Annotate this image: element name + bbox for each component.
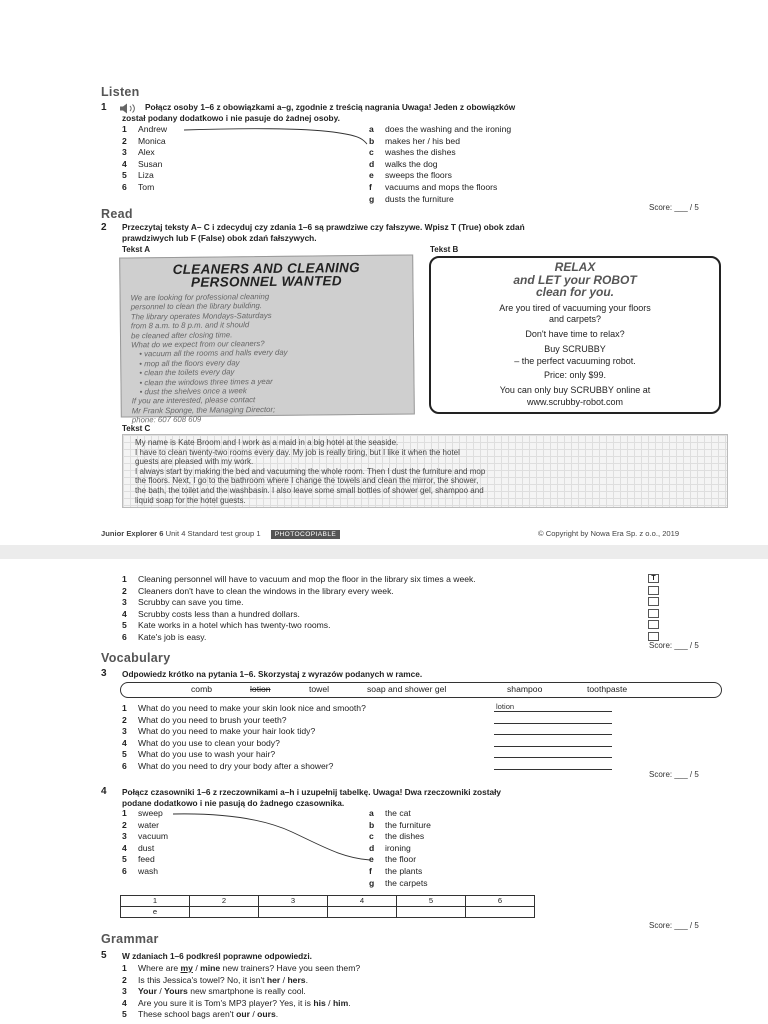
advert-line: Buy SCRUBBY — [544, 343, 606, 354]
table-header-cell: 6 — [466, 896, 535, 907]
bullet-text: dust the shelves once a week — [144, 386, 247, 397]
table-header-cell: 3 — [259, 896, 328, 907]
duty-text: makes her / his bed — [385, 135, 460, 146]
item-letter: e — [369, 170, 374, 181]
vocab-answer-lines — [494, 702, 612, 770]
exercise-number: 1 — [101, 102, 107, 113]
sentence-text: . — [305, 974, 308, 985]
item-letter: e — [369, 854, 374, 865]
list-item — [122, 866, 168, 878]
exercise-3-instruction: Odpowiedz krótko na pytania 1–6. Skorzystaj z wyrazów podanych w ramce. — [122, 669, 423, 679]
section-title-grammar: Grammar — [101, 932, 159, 946]
advert-line: – the perfect vacuuming robot. — [514, 355, 636, 366]
option-separator: / — [325, 997, 333, 1008]
list-item — [369, 147, 511, 159]
advert-bullet: • dust the shelves once a week — [139, 386, 247, 397]
item-number: 3 — [122, 831, 127, 842]
answer-option[interactable]: Your — [138, 986, 157, 997]
table-header-cell: 1 — [121, 896, 190, 907]
text-c-maid-story — [122, 434, 728, 508]
item-letter: c — [369, 147, 374, 158]
answer-option[interactable]: our — [236, 1009, 250, 1020]
instruction-line: prawdziwych lub F (False) obok zdań fałszywych. — [122, 232, 317, 243]
list-item — [369, 182, 511, 194]
word-option: comb — [191, 684, 213, 694]
list-item — [369, 194, 511, 206]
verbs-list — [122, 808, 168, 878]
item-number: 5 — [122, 170, 127, 181]
list-item — [122, 574, 476, 586]
vocab-questions-list — [122, 703, 366, 773]
duty-text: walks the dog — [385, 158, 438, 169]
tf-answer-box[interactable] — [648, 597, 659, 606]
story-line: I always start by making the bed and vacuuming the whole room. Then I dust the furniture and mop — [135, 466, 486, 476]
list-item — [369, 843, 431, 855]
nouns-list — [369, 808, 431, 889]
sentence-text: Are you sure it is Tom's MP3 player? Yes, it is — [138, 997, 314, 1008]
item-letter: f — [369, 865, 372, 876]
item-number: 4 — [122, 737, 127, 748]
duty-text: does the washing and the ironing — [385, 124, 512, 134]
list-item — [122, 831, 168, 843]
bullet-text: clean the toilets every day — [144, 367, 235, 378]
answer-option[interactable]: hers — [287, 974, 306, 985]
list-item — [369, 831, 431, 843]
item-letter: b — [369, 135, 375, 146]
sentence-text: Is this Jessica's towel? No, it isn't — [138, 974, 267, 985]
advert-bullet: • clean the windows three times a year — [139, 376, 273, 387]
tf-answer-box[interactable]: T — [648, 574, 659, 583]
exercise-1-instruction-line2: został podany dodatkowo i nie pasuje do żadnej osoby. — [122, 113, 340, 123]
option-separator: / — [192, 963, 201, 973]
duty-text: sweeps the floors — [385, 170, 452, 181]
item-number: 6 — [122, 865, 127, 876]
sentence-text: new smartphone is really cool. — [187, 986, 306, 997]
exercise-number: 5 — [101, 950, 107, 961]
tf-answer-box[interactable] — [648, 632, 659, 641]
duty-text: vacuums and mops the floors — [385, 181, 498, 192]
list-item — [122, 843, 168, 855]
item-number: 6 — [122, 760, 127, 771]
grammar-items-list — [122, 963, 360, 1021]
advert-line: Price: only $99. — [543, 370, 607, 381]
item-letter: b — [369, 819, 375, 830]
text-a-label: Tekst A — [122, 245, 151, 254]
question-text: What do you need to make your skin look nice and smooth? — [138, 703, 366, 713]
instruction-line: Przeczytaj teksty A– C i zdecyduj czy zdania 1–6 są prawdziwe czy fałszywe. Wpisz T (True) obok zdań — [122, 222, 525, 232]
answer-field[interactable] — [494, 737, 612, 747]
score-label: Score: ___ / 5 — [649, 203, 699, 212]
person-name: Susan — [138, 158, 163, 169]
advert-bullet: • mop all the floors every day — [139, 358, 240, 369]
advert-line: We are looking for professional cleaning — [130, 291, 270, 303]
answer-option[interactable]: Yours — [164, 986, 188, 997]
answer-option[interactable]: ours — [257, 1009, 276, 1020]
sentence-text: . — [348, 997, 351, 1008]
advert-bullet: • vacuum all the rooms and halls every day — [139, 348, 288, 359]
table-answer-cell[interactable] — [397, 907, 466, 918]
table-header-cell: 4 — [328, 896, 397, 907]
item-number: 4 — [122, 842, 127, 853]
verb-text: dust — [138, 842, 155, 853]
list-item — [122, 124, 167, 136]
tf-answer-box[interactable] — [648, 620, 659, 629]
word-option: toothpaste — [587, 684, 628, 694]
list-item — [122, 986, 360, 998]
answer-field[interactable] — [494, 748, 612, 758]
list-item — [122, 749, 366, 761]
tf-answer-box[interactable] — [648, 586, 659, 595]
bullet-text: clean the windows three times a year — [144, 376, 273, 387]
instruction-line: podane dodatkowo i nie pasują do żadnego czasownika. — [122, 797, 345, 808]
item-letter: a — [369, 124, 374, 134]
story-line: the floors. Next, I go to the bathroom where I change the towels and clean the mirror, the shower, — [135, 476, 479, 486]
text-a-job-advert — [119, 254, 415, 425]
item-number: 5 — [122, 1009, 127, 1020]
list-item — [122, 975, 360, 987]
item-letter: f — [369, 181, 372, 192]
list-item — [369, 124, 511, 136]
statement-text: Scrubby can save you time. — [138, 597, 244, 608]
word-option: towel — [309, 684, 330, 694]
list-item — [369, 159, 511, 171]
text-b-label: Tekst B — [430, 245, 459, 254]
tf-answer-boxes — [648, 574, 659, 641]
book-title: Junior Explorer 6 — [101, 529, 164, 538]
advert-title: and LET your ROBOT — [513, 272, 637, 287]
item-letter: g — [369, 877, 375, 888]
item-letter: d — [369, 842, 375, 853]
advert-line: You can only buy SCRUBBY online at — [499, 385, 651, 396]
item-number: 1 — [122, 963, 127, 973]
statement-text: Cleaning personnel will have to vacuum and mop the floor in the library six times a week. — [138, 574, 476, 584]
advert-line: Mr Frank Sponge, the Managing Director; — [131, 404, 276, 416]
table-answer-cell[interactable] — [259, 907, 328, 918]
list-item — [122, 854, 168, 866]
example-match-line — [172, 810, 372, 862]
table-header-row — [121, 896, 535, 907]
item-number: 2 — [122, 714, 127, 725]
story-line: My name is Kate Broom and I work as a maid in a big hotel at the seaside. — [135, 438, 399, 447]
question-text: What do you need to brush your teeth? — [138, 714, 287, 725]
story-line: the bath, the toilet and the washbasin. I also leave some small bottles of shower gel, shampoo and — [135, 485, 484, 495]
person-name: Andrew — [138, 124, 168, 134]
list-item — [122, 136, 167, 148]
verb-text: sweep — [138, 808, 163, 818]
statement-text: Kate works in a hotel which has twenty-two rooms. — [138, 620, 331, 631]
sentence-text: new trainers? Have you seen them? — [220, 963, 361, 973]
example-match-line — [183, 126, 368, 146]
section-title-listen: Listen — [101, 85, 140, 99]
bullet-text: mop all the floors every day — [144, 358, 240, 369]
list-item — [369, 808, 431, 820]
list-item — [122, 147, 167, 159]
sentence-text: Where are — [138, 963, 181, 973]
advert-line: from 8 a.m. to 8 p.m. and it should — [130, 320, 250, 331]
score-label: Score: ___ / 5 — [649, 770, 699, 779]
score-label: Score: ___ / 5 — [649, 921, 699, 930]
item-letter: c — [369, 831, 374, 842]
list-item — [122, 586, 476, 598]
item-number: 2 — [122, 135, 127, 146]
item-number: 3 — [122, 726, 127, 737]
answer-field[interactable] — [494, 725, 612, 735]
list-item — [122, 820, 168, 832]
item-number: 1 — [122, 574, 127, 584]
exercise-number: 3 — [101, 668, 107, 679]
advert-line: and carpets? — [548, 314, 602, 325]
word-option-used: lotion — [250, 684, 271, 694]
noun-text: the plants — [385, 865, 423, 876]
table-answer-row — [121, 907, 535, 918]
list-item — [122, 715, 366, 727]
advert-line: What do we expect from our cleaners? — [131, 339, 265, 350]
list-item — [369, 854, 431, 866]
sentence-text: . — [275, 1009, 279, 1020]
copyright-notice: © Copyright by Nowa Era Sp. z o.o., 2019 — [538, 529, 680, 538]
list-item — [369, 170, 511, 182]
section-title-read: Read — [101, 207, 133, 221]
advert-line: Don't have time to relax? — [525, 329, 625, 340]
statements-list — [122, 574, 476, 644]
advert-line: The library operates Mondays-Saturdays — [130, 310, 272, 322]
item-number: 5 — [122, 620, 127, 631]
bullet-text: vacuum all the rooms and halls every day — [144, 348, 288, 359]
option-separator: / — [156, 986, 165, 997]
person-name: Tom — [138, 181, 155, 192]
advert-title: PERSONNEL WANTED — [190, 273, 342, 290]
item-number: 2 — [122, 585, 127, 596]
advert-line: Are you tired of vacuuming your floors — [499, 302, 651, 313]
advert-bullet: • clean the toilets every day — [139, 367, 235, 378]
verb-text: wash — [138, 865, 159, 876]
question-text: What do you use to clean your body? — [138, 737, 280, 748]
noun-text: the cat — [385, 808, 411, 818]
word-option: shampoo — [507, 684, 543, 694]
list-item — [122, 963, 360, 975]
item-number: 1 — [122, 808, 127, 818]
list-item — [122, 597, 476, 609]
option-separator: / — [280, 974, 288, 985]
question-text: What do you need to make your hair look tidy? — [138, 726, 316, 737]
option-separator: / — [249, 1009, 258, 1020]
list-item — [122, 738, 366, 750]
list-item — [122, 808, 168, 820]
list-item — [122, 620, 476, 632]
item-number: 6 — [122, 631, 127, 642]
exercise-number: 2 — [101, 222, 107, 233]
text-b-robot-advert — [429, 256, 721, 414]
word-option: soap and shower gel — [367, 684, 447, 694]
duty-text: washes the dishes — [385, 147, 456, 158]
item-number: 5 — [122, 749, 127, 760]
table-header-cell: 2 — [190, 896, 259, 907]
advert-line: be cleaned after closing time. — [130, 329, 233, 341]
item-number: 3 — [122, 597, 127, 608]
advert-line: personnel to clean the library building. — [130, 301, 263, 312]
exercise-4-instruction — [122, 787, 722, 808]
page-footer — [101, 529, 340, 539]
list-item — [122, 609, 476, 621]
exercise-5-instruction: W zdaniach 1–6 podkreśl poprawne odpowiedzi. — [122, 951, 312, 961]
table-answer-cell[interactable] — [328, 907, 397, 918]
person-name: Liza — [138, 170, 154, 181]
advert-line: If you are interested, please contact — [131, 395, 256, 406]
sentence-text: These school bags aren't — [138, 1009, 237, 1020]
story-line: I have to clean twenty-two rooms every day. My job is really tiring, but I like it when the hotel — [135, 447, 460, 457]
advert-title: RELAX — [554, 260, 596, 274]
duties-list — [369, 124, 511, 205]
item-number: 1 — [122, 124, 127, 134]
item-number: 4 — [122, 997, 127, 1008]
photocopiable-badge: PHOTOCOPIABLE — [271, 530, 341, 539]
list-item — [122, 1009, 360, 1021]
list-item — [122, 726, 366, 738]
list-item — [122, 170, 167, 182]
item-number: 3 — [122, 147, 127, 158]
person-name: Monica — [138, 135, 166, 146]
item-number: 4 — [122, 158, 127, 169]
answer-option-selected[interactable]: my — [180, 963, 193, 973]
item-letter: d — [369, 158, 375, 169]
noun-text: the floor — [385, 854, 417, 865]
noun-text: the dishes — [385, 831, 425, 842]
page-separator — [0, 545, 768, 559]
verb-text: vacuum — [138, 831, 169, 842]
list-item — [122, 159, 167, 171]
statement-text: Kate's job is easy. — [138, 631, 207, 642]
exercise-1-instruction — [145, 102, 735, 113]
answer-field[interactable] — [494, 760, 612, 770]
list-item — [369, 820, 431, 832]
tf-answer-box[interactable] — [648, 609, 659, 618]
item-number: 2 — [122, 819, 127, 830]
answer-option[interactable]: her — [266, 974, 281, 985]
noun-text: the carpets — [385, 877, 428, 888]
verb-text: feed — [138, 854, 155, 865]
item-number: 5 — [122, 854, 127, 865]
duty-text: dusts the furniture — [385, 193, 454, 204]
answer-option[interactable]: him — [332, 997, 349, 1008]
list-item — [122, 632, 476, 644]
instruction-line: Połącz czasowniki 1–6 z rzeczownikami a–h i uzupełnij tabelkę. Uwaga! Dwa rzeczowniki zostały — [122, 787, 502, 797]
person-name: Alex — [138, 147, 155, 158]
list-item — [369, 878, 431, 890]
text-c-label: Tekst C — [122, 424, 151, 433]
matching-table — [120, 895, 535, 918]
table-answer-cell[interactable]: e — [121, 907, 190, 918]
list-item — [122, 761, 366, 773]
table-answer-cell[interactable] — [466, 907, 535, 918]
advert-line: phone: 607 608 609 — [131, 414, 202, 425]
item-number: 1 — [122, 703, 127, 713]
answer-option[interactable]: mine — [200, 963, 221, 973]
advert-title: CLEANERS AND CLEANING — [172, 260, 361, 277]
verb-text: water — [138, 819, 160, 830]
list-item — [122, 703, 366, 715]
exercise-2-instruction — [122, 222, 732, 243]
item-number: 3 — [122, 986, 127, 997]
list-item — [369, 136, 511, 148]
item-letter: a — [369, 808, 374, 818]
question-text: What do you use to wash your hair? — [138, 749, 276, 760]
item-number: 6 — [122, 181, 127, 192]
people-list — [122, 124, 167, 194]
advert-line: www.scrubby-robot.com — [526, 397, 624, 408]
list-item — [122, 182, 167, 194]
section-title-vocabulary: Vocabulary — [101, 651, 171, 665]
story-line: guests are pleased with my work. — [135, 457, 254, 467]
list-item — [122, 998, 360, 1010]
statement-text: Scrubby costs less than a hundred dollars. — [138, 608, 300, 619]
answer-option[interactable]: his — [313, 997, 326, 1008]
statement-text: Cleaners don't have to clean the windows in the library every week. — [138, 585, 394, 596]
story-line: liquid soap for the hotel guests. — [135, 495, 246, 505]
item-letter: g — [369, 193, 375, 204]
table-header-cell: 5 — [397, 896, 466, 907]
list-item — [369, 866, 431, 878]
table-answer-cell[interactable] — [190, 907, 259, 918]
item-number: 2 — [122, 974, 127, 985]
answer-field[interactable] — [494, 714, 612, 724]
answer-field[interactable]: lotion — [494, 702, 612, 712]
question-text: What do you need to dry your body after a shower? — [138, 760, 334, 771]
instruction-line: Połącz osoby 1–6 z obowiązkami a–g, zgodnie z treścią nagrania Uwaga! Jeden z obowiązków — [145, 102, 516, 112]
score-label: Score: ___ / 5 — [649, 641, 699, 650]
test-name: Unit 4 Standard test group 1 — [165, 529, 261, 538]
item-number: 4 — [122, 608, 127, 619]
noun-text: the furniture — [385, 819, 431, 830]
exercise-number: 4 — [101, 786, 107, 797]
noun-text: ironing — [385, 842, 411, 853]
advert-title: clean for you. — [535, 285, 615, 299]
